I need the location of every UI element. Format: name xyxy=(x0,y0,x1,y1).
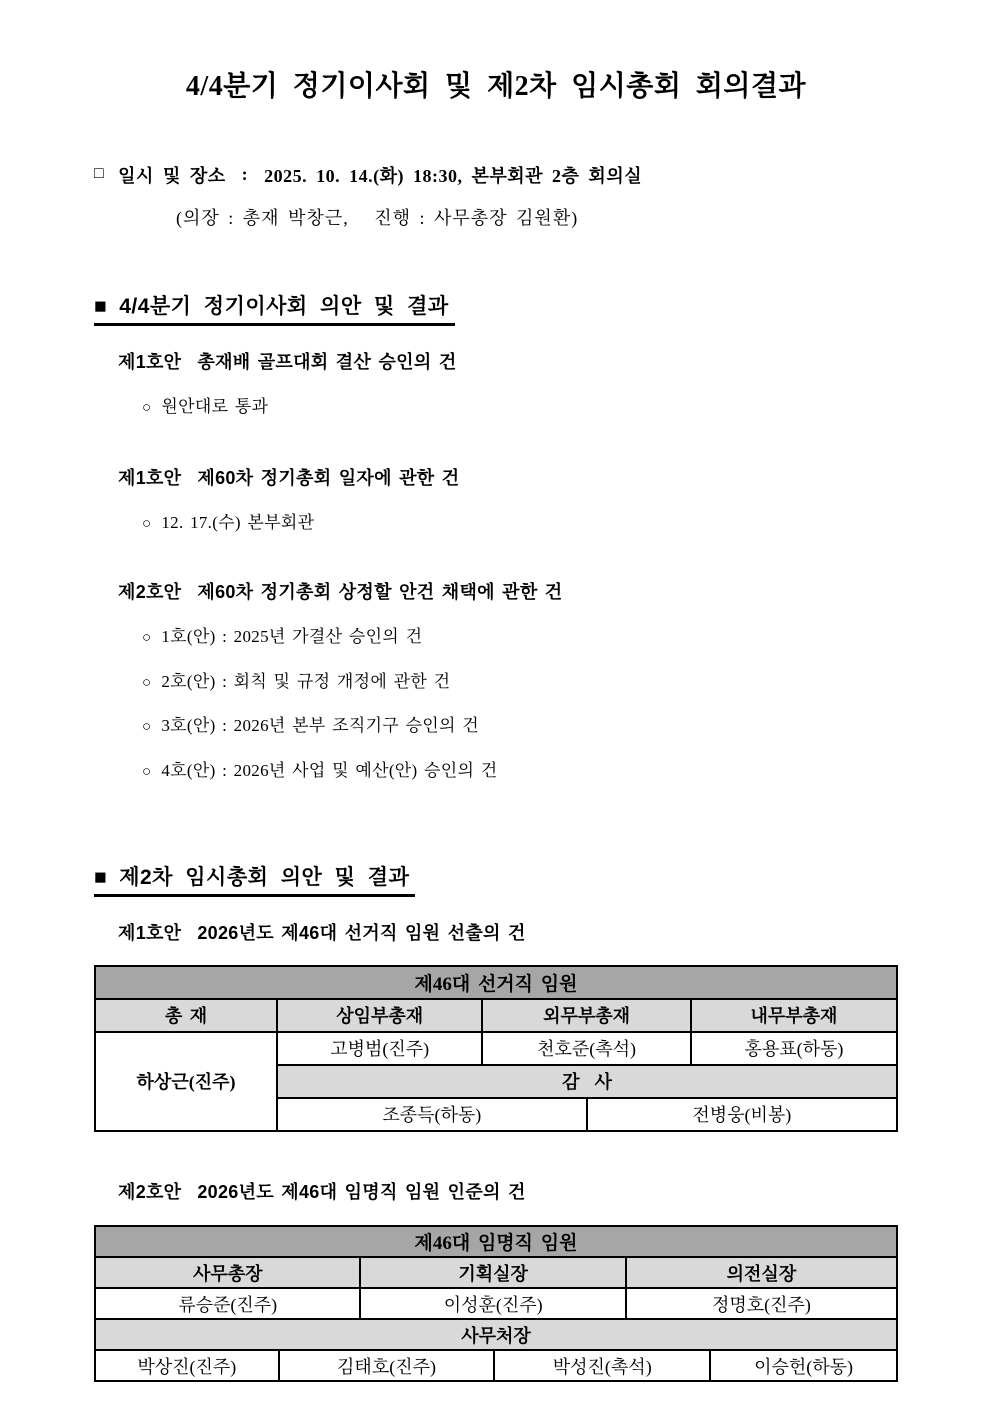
vp-external-name-cell: 천호준(촉석) xyxy=(482,1032,691,1065)
bullet-item xyxy=(94,716,898,736)
auditor-name-cell: 전병웅(비봉) xyxy=(587,1098,897,1131)
agenda-item-label: 제1호안 xyxy=(118,923,182,944)
meta-label: 일시 및 장소 xyxy=(118,165,226,186)
column-header-vp-standing: 상임부총재 xyxy=(277,999,482,1032)
table-row xyxy=(95,966,897,999)
table-row xyxy=(95,1350,897,1381)
column-header-vp-external: 외무부총재 xyxy=(482,999,691,1032)
appointed-officers-table xyxy=(94,1225,898,1382)
bullet-item xyxy=(94,397,898,417)
office-staff-name-cell: 박성진(촉석) xyxy=(494,1350,710,1381)
planning-director-name-cell: 이성훈(진주) xyxy=(360,1288,625,1319)
table-row xyxy=(95,1288,897,1319)
circle-bullet-icon: ○ xyxy=(142,719,152,736)
protocol-director-name-cell: 정명호(진주) xyxy=(626,1288,897,1319)
secretary-general-name-cell: 류승준(진주) xyxy=(95,1288,360,1319)
section-marker-icon: ■ xyxy=(94,865,108,889)
office-staff-name-cell: 이승헌(하동) xyxy=(710,1350,897,1381)
agenda-item-title: 2026년도 제46대 임명직 임원 인준의 건 xyxy=(197,1181,526,1202)
section2-heading-text: 제2차 임시총회 의안 및 결과 xyxy=(119,865,410,889)
office-staff-name-cell: 김태호(진주) xyxy=(279,1350,495,1381)
auditor-header-cell: 감 사 xyxy=(277,1065,897,1098)
bullet-text: 1호(안) : 2025년 가결산 승인의 건 xyxy=(161,627,423,647)
circle-bullet-icon: ○ xyxy=(142,630,152,647)
vp-standing-name-cell: 고병범(진주) xyxy=(277,1032,482,1065)
meeting-datetime-value: 2025. 10. 14.(화) 18:30, 본부회관 2층 회의실 xyxy=(264,165,643,186)
table-row xyxy=(95,1226,897,1257)
bullet-item xyxy=(94,672,898,692)
agenda-item-heading xyxy=(94,923,898,945)
agenda-item-title: 제60차 정기총회 일자에 관한 건 xyxy=(197,467,460,488)
section-marker-icon: ■ xyxy=(94,294,108,318)
agenda-item-heading xyxy=(94,468,898,490)
agenda-item-label: 제1호안 xyxy=(118,467,182,488)
bullet-text: 원안대로 통과 xyxy=(161,397,269,417)
circle-bullet-icon: ○ xyxy=(142,674,152,691)
table-row xyxy=(95,999,897,1032)
agenda-item-title: 제60차 정기총회 상정할 안건 채택에 관한 건 xyxy=(197,581,563,602)
bullet-item xyxy=(94,513,898,533)
section2-heading xyxy=(94,865,415,897)
table-title-cell: 제46대 선거직 임원 xyxy=(95,966,897,999)
bullet-text: 12. 17.(수) 본부회관 xyxy=(161,513,315,533)
document-title: 4/4분기 정기이사회 및 제2차 임시총회 회의결과 xyxy=(185,71,807,102)
president-name-cell: 하상근(진주) xyxy=(95,1032,277,1131)
elected-officers-table xyxy=(94,965,898,1132)
office-header-cell: 사무처장 xyxy=(95,1319,897,1350)
bullet-text: 3호(안) : 2026년 본부 조직기구 승인의 건 xyxy=(161,716,480,736)
agenda-item-heading xyxy=(94,582,898,604)
vp-internal-name-cell: 홍용표(하동) xyxy=(691,1032,897,1065)
bullet-item xyxy=(94,627,898,647)
column-header-president: 총 재 xyxy=(95,999,277,1032)
circle-bullet-icon: ○ xyxy=(142,516,152,533)
table-title-cell: 제46대 임명직 임원 xyxy=(95,1226,897,1257)
agenda-item-title: 총재배 골프대회 결산 승인의 건 xyxy=(197,351,457,372)
agenda-item-label: 제2호안 xyxy=(118,1181,182,1202)
column-header-vp-internal: 내무부총재 xyxy=(691,999,897,1032)
square-bullet-icon: □ xyxy=(94,164,105,182)
meta-colon: : xyxy=(241,164,249,185)
table-row xyxy=(95,1319,897,1350)
office-staff-name-cell: 박상진(진주) xyxy=(95,1350,279,1381)
circle-bullet-icon: ○ xyxy=(142,400,152,417)
meeting-datetime-line xyxy=(94,162,898,188)
section1-heading xyxy=(94,294,455,326)
column-header-secretary-general: 사무총장 xyxy=(95,1257,360,1288)
table-row xyxy=(95,1257,897,1288)
bullet-text: 4호(안) : 2026년 사업 및 예산(안) 승인의 건 xyxy=(161,760,498,780)
agenda-item-label: 제1호안 xyxy=(118,351,182,372)
column-header-protocol-director: 의전실장 xyxy=(626,1257,897,1288)
auditor-name-cell: 조종득(하동) xyxy=(277,1098,587,1131)
agenda-item-title: 2026년도 제46대 선거직 임원 선출의 건 xyxy=(197,923,526,944)
section1-heading-text: 4/4분기 정기이사회 의안 및 결과 xyxy=(119,294,449,318)
column-header-planning-director: 기획실장 xyxy=(360,1257,625,1288)
bullet-text: 2호(안) : 회칙 및 규정 개정에 관한 건 xyxy=(161,671,451,691)
agenda-item-label: 제2호안 xyxy=(118,581,182,602)
circle-bullet-icon: ○ xyxy=(142,763,152,780)
bullet-item xyxy=(94,761,898,781)
agenda-item-heading xyxy=(94,1182,898,1204)
agenda-item-heading xyxy=(94,352,898,374)
table-row xyxy=(95,1032,897,1065)
meeting-chair-line: (의장 : 총재 박창근, 진행 : 사무총장 김원환) xyxy=(176,207,579,228)
